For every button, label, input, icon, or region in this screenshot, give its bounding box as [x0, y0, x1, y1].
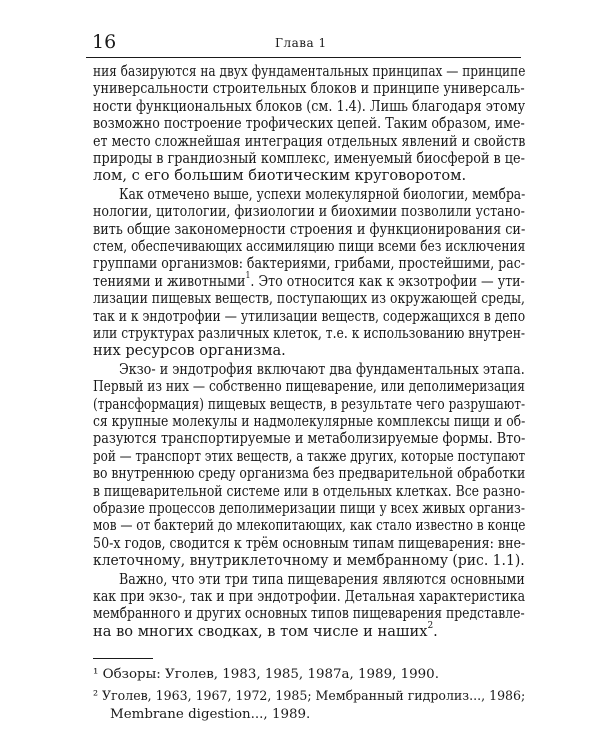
body-line: образие процессов деполимеризации пищи у всех живых организ- — [93, 500, 525, 517]
body-line: в пищеварительной системе или в отдельных клетках. Все разно- — [93, 482, 525, 500]
body-line: (трансформация) пищевых веществ, в результате чего разрушают- — [93, 395, 526, 413]
body-line: как при экзо-, так и при эндотрофии. Детальная характеристика — [93, 588, 526, 605]
body-line — [93, 270, 525, 290]
running-head: Глава 1 — [275, 36, 327, 50]
footnote-ref: 1 — [245, 270, 251, 281]
body-line: Экзо- и эндотрофия включают два фундаментальных этапа. — [119, 360, 525, 378]
body-line: ет место сложнейшая интеграция отдельных явлений и свойств — [93, 132, 526, 150]
footnote-ref: 2 — [427, 620, 434, 631]
body-line: Первый из них — собственно пищеварение, или деполимеризация — [93, 378, 525, 396]
body-line: ния базируются на двух фундаментальных принципах — принципе — [93, 63, 526, 80]
body-line: вить общие закономерности строения и функционирования си- — [93, 220, 526, 238]
footnote-rule — [93, 658, 153, 659]
body-line: Как отмечено выше, успехи молекулярной биологии, мембра- — [119, 185, 526, 203]
body-line — [93, 620, 438, 640]
body-line: рой — транспорт этих веществ, а также других, которые поступают — [93, 447, 526, 465]
body-line: 50-х годов, сводится к трём основным типам пищеварения: вне- — [93, 534, 526, 552]
body-line: ся крупные молекулы и надмолекулярные комплексы пищи и об- — [93, 413, 526, 430]
body-line: группами организмов: бактериями, грибами, простейшими, рас- — [93, 255, 525, 273]
body-line: лизации пищевых веществ, поступающих из окружающей среды, — [93, 290, 525, 308]
body-line: так и к эндотрофии — утилизации веществ, содержащихся в депо — [93, 307, 526, 325]
body-line: разуются транспортируемые и метаболизируемые формы. Вто- — [93, 430, 526, 448]
body-line: универсальности строительных блоков и принципе универсаль- — [93, 80, 525, 98]
body-line: возможно построение трофических цепей. Таким образом, име- — [93, 115, 525, 133]
footnote-2: ² Уголев, 1963, 1967, 1972, 1985; Мембранный гидролиз..., 1986; — [93, 689, 526, 705]
body-line: Важно, что эти три типа пищеварения являются основными — [119, 570, 525, 588]
body-line: стем, обеспечивающих ассимиляцию пищи всеми без исключения — [93, 238, 526, 255]
body-line: мов — от бактерий до млекопитающих, как стало известно в конце — [93, 517, 526, 535]
body-line: лом, с его большим биотическим круговоротом. — [93, 167, 467, 185]
body-line: них ресурсов организма. — [93, 342, 286, 360]
body-line: или структурах различных клеток, т.е. к использованию внутрен- — [93, 325, 526, 342]
body-line-part: . — [433, 622, 438, 640]
body-line: мембранного и других основных типов пищеварения представле- — [93, 605, 525, 623]
body-line-part: тениями и животными — [93, 272, 246, 290]
footnote-2-continued: Membrane digestion..., 1989. — [110, 707, 311, 723]
header-rule — [86, 57, 521, 58]
footnote-1: ¹ Обзоры: Уголев, 1983, 1985, 1987а, 1989, 1990. — [93, 667, 439, 683]
page-number: 16 — [92, 31, 117, 53]
body-line: ности функциональных блоков (см. 1.4). Лишь благодаря этому — [93, 97, 526, 115]
body-line: во внутреннюю среду организма без предварительной обработки — [93, 465, 526, 483]
body-line: клеточному, внутриклеточному и мембранному (рис. 1.1). — [93, 552, 525, 570]
body-line-part: на во многих сводках, в том числе и наших — [93, 622, 428, 640]
body-line: природы в грандиозный комплекс, именуемый биосферой в це- — [93, 150, 525, 167]
body-line-part: . Это относится как к экзотрофии — ути- — [250, 272, 525, 290]
body-line: нологии, цитологии, физиологии и биохимии позволили устано- — [93, 203, 525, 221]
